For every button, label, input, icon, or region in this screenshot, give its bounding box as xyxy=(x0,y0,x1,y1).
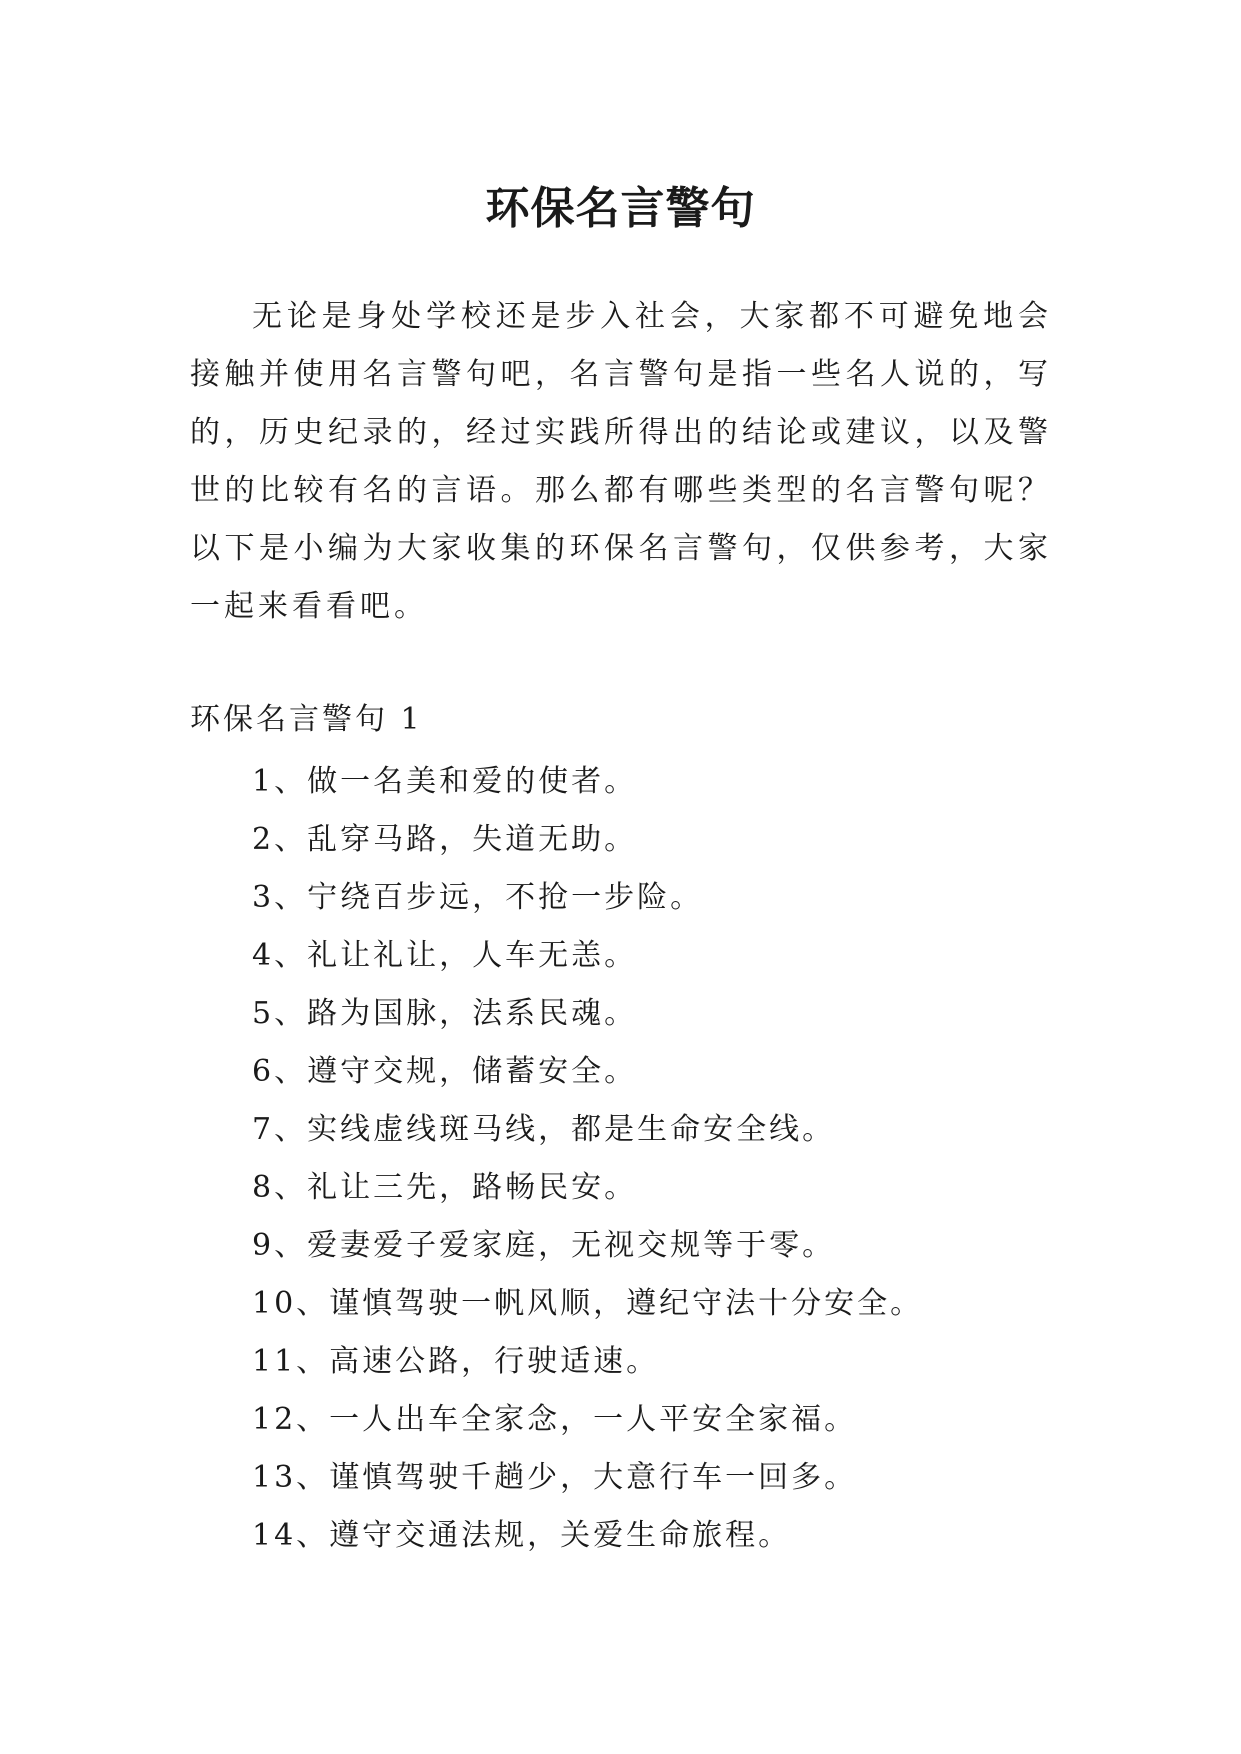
document-title: 环保名言警句 xyxy=(485,183,756,235)
quote-item: 6、遵守交规，储蓄安全。 xyxy=(252,1054,638,1089)
quote-item: 7、实线虚线斑马线，都是生命安全线。 xyxy=(252,1112,836,1147)
quote-item: 1、做一名美和爱的使者。 xyxy=(252,764,638,799)
quote-item: 13、谨慎驾驶千趟少，大意行车一回多。 xyxy=(252,1460,858,1495)
quote-item: 4、礼让礼让，人车无恙。 xyxy=(252,938,638,973)
quote-item: 8、礼让三先，路畅民安。 xyxy=(252,1170,638,1205)
quote-item: 3、宁绕百步远，不抢一步险。 xyxy=(252,880,704,915)
quote-item: 2、乱穿马路，失道无助。 xyxy=(252,822,638,857)
quote-item: 10、谨慎驾驶一帆风顺，遵纪守法十分安全。 xyxy=(252,1286,924,1321)
section-heading: 环保名言警句 1 xyxy=(190,702,423,737)
quote-item: 9、爱妻爱子爱家庭，无视交规等于零。 xyxy=(252,1228,836,1263)
quote-item: 12、一人出车全家念，一人平安全家福。 xyxy=(252,1402,858,1437)
intro-paragraph: 无论是身处学校还是步入社会，大家都不可避免地会接触并使用名言警句吧，名言警句是指一些名人说的，写的，历史纪录的，经过实践所得出的结论或建议，以及警世的比较有名的言语。那么都有哪些类型的名言警句呢？以下是小编为大家收集的环保名言警句，仅供参考，大家一起来看看吧。 xyxy=(190,299,1052,624)
quote-item: 14、遵守交通法规，关爱生命旅程。 xyxy=(252,1518,792,1553)
quote-list xyxy=(252,753,923,1565)
quote-item: 5、路为国脉，法系民魂。 xyxy=(252,996,638,1031)
quote-item: 11、高速公路，行驶适速。 xyxy=(252,1344,660,1379)
